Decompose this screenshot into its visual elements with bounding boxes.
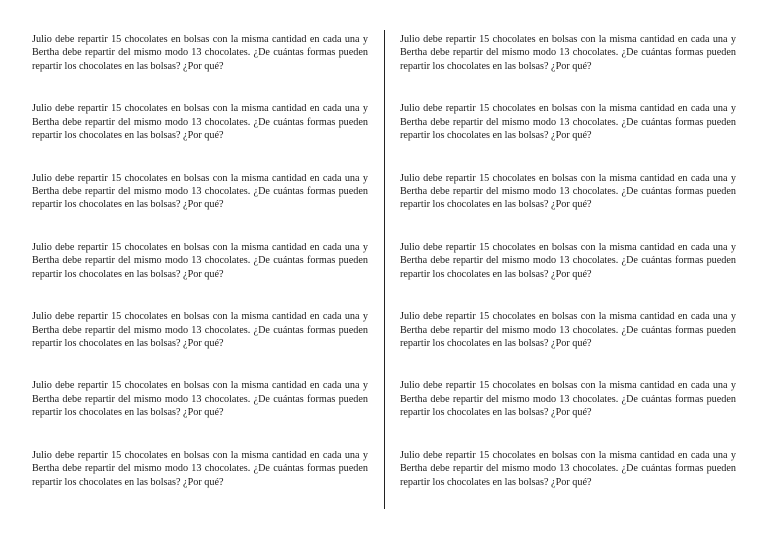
problem-card: Julio debe repartir 15 chocolates en bolsas con la misma cantidad en cada una y Bertha debe repartir del mismo modo 13 chocolates. ¿De cuántas formas pueden repartir los chocolates en las bolsas? ¿Por qué? [400,172,736,211]
problem-card: Julio debe repartir 15 chocolates en bolsas con la misma cantidad en cada una y Bertha debe repartir del mismo modo 13 chocolates. ¿De cuántas formas pueden repartir los chocolates en las bolsas? ¿Por qué? [400,449,736,488]
problem-card: Julio debe repartir 15 chocolates en bolsas con la misma cantidad en cada una y Bertha debe repartir del mismo modo 13 chocolates. ¿De cuántas formas pueden repartir los chocolates en las bolsas? ¿Por qué? [32,103,368,142]
problem-card: Julio debe repartir 15 chocolates en bolsas con la misma cantidad en cada una y Bertha debe repartir del mismo modo 13 chocolates. ¿De cuántas formas pueden repartir los chocolates en las bolsas? ¿Por qué? [400,311,736,349]
problem-card: Julio debe repartir 15 chocolates en bolsas con la misma cantidad en cada una y Bertha debe repartir del mismo modo 13 chocolates. ¿De cuántas formas pueden repartir los chocolates en las bolsas? ¿Por qué? [400,241,736,280]
problem-card: Julio debe repartir 15 chocolates en bolsas con la misma cantidad en cada una y Bertha debe repartir del mismo modo 13 chocolates. ¿De cuántas formas pueden repartir los chocolates en las bolsas? ¿Por qué? [32,380,368,419]
right-column [400,33,736,518]
problem-card: Julio debe repartir 15 chocolates en bolsas con la misma cantidad en cada una y Bertha debe repartir del mismo modo 13 chocolates. ¿De cuántas formas pueden repartir los chocolates en las bolsas? ¿Por qué? [400,380,736,419]
problem-card: Julio debe repartir 15 chocolates en bolsas con la misma cantidad en cada una y Bertha debe repartir del mismo modo 13 chocolates. ¿De cuántas formas pueden repartir los chocolates en las bolsas? ¿Por qué? [32,311,368,349]
problem-card: Julio debe repartir 15 chocolates en bolsas con la misma cantidad en cada una y Bertha debe repartir del mismo modo 13 chocolates. ¿De cuántas formas pueden repartir los chocolates en las bolsas? ¿Por qué? [400,34,736,72]
problem-card: Julio debe repartir 15 chocolates en bolsas con la misma cantidad en cada una y Bertha debe repartir del mismo modo 13 chocolates. ¿De cuántas formas pueden repartir los chocolates en las bolsas? ¿Por qué? [400,103,736,142]
problem-card: Julio debe repartir 15 chocolates en bolsas con la misma cantidad en cada una y Bertha debe repartir del mismo modo 13 chocolates. ¿De cuántas formas pueden repartir los chocolates en las bolsas? ¿Por qué? [32,34,368,72]
left-column [32,33,368,518]
problem-card: Julio debe repartir 15 chocolates en bolsas con la misma cantidad en cada una y Bertha debe repartir del mismo modo 13 chocolates. ¿De cuántas formas pueden repartir los chocolates en las bolsas? ¿Por qué? [32,241,368,280]
problem-card: Julio debe repartir 15 chocolates en bolsas con la misma cantidad en cada una y Bertha debe repartir del mismo modo 13 chocolates. ¿De cuántas formas pueden repartir los chocolates en las bolsas? ¿Por qué? [32,449,368,488]
problem-card: Julio debe repartir 15 chocolates en bolsas con la misma cantidad en cada una y Bertha debe repartir del mismo modo 13 chocolates. ¿De cuántas formas pueden repartir los chocolates en las bolsas? ¿Por qué? [32,172,368,211]
cut-line-divider [384,30,385,509]
